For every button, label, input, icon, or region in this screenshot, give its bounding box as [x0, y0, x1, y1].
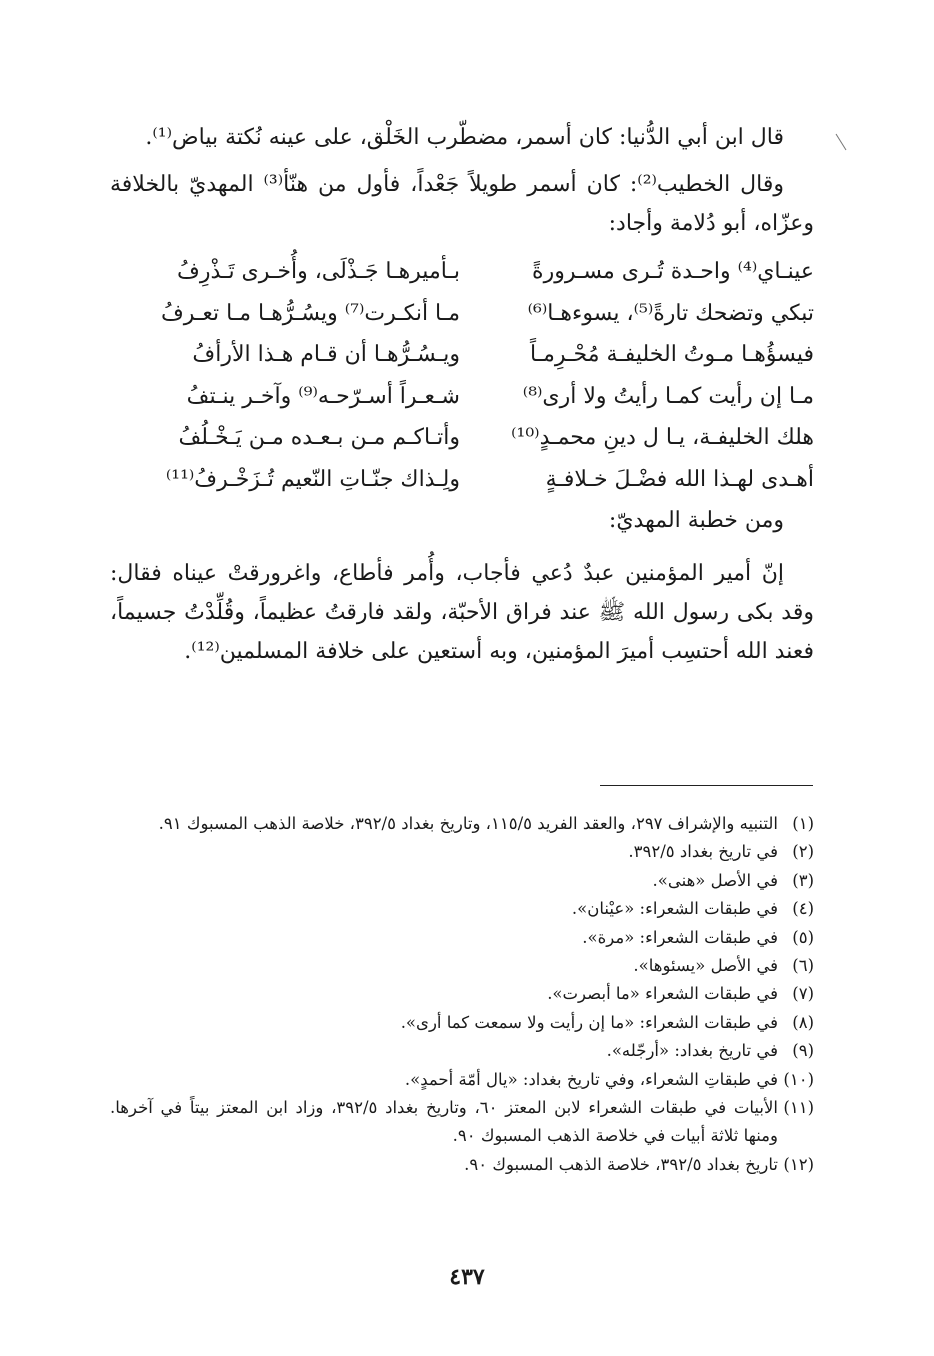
footnote-text: التنبيه والإشراف ٢٩٧، والعقد الفريد ١١٥/٥، وتاريخ بغداد ٣٩٢/٥، خلاصة الذهب المسبوك ٩١. — [158, 814, 778, 833]
footnote-number: (١١) — [783, 1098, 814, 1118]
footnote-number: (١٢) — [783, 1154, 814, 1174]
footnote-number: (٨) — [792, 1012, 814, 1032]
paragraph-1 — [110, 118, 814, 157]
paragraph-1-text: قال ابن أبي الدُّنيا: كان أسمر، مضطّرب الخَلْق، على عينه نُكتة بياض⁽¹⁾. — [145, 125, 784, 150]
paragraph-2-text: وقال الخطيب⁽²⁾: كان أسمر طويلاً جَعْداً، فأول من هنّأ⁽³⁾ المهديّ بالخلافة وعزّاه، أبو دُلامة وأجاد: — [110, 172, 814, 236]
poem-verse — [110, 334, 814, 376]
footnote-number: (٥) — [792, 927, 814, 947]
verse-first-hemistich: فيسؤُهـا مـوتُ الخليفـة مُحْـرِمـاً — [530, 342, 814, 367]
footnote — [110, 1066, 814, 1094]
poem-verse — [110, 417, 814, 459]
verse-first-hemistich: عينـاي⁽⁴⁾ واحـدة تُـرى مسـرورةً — [532, 259, 814, 284]
paragraph-3 — [110, 554, 814, 671]
verse-first-hemistich: هلك الخليفـة، يـا ل دينِ محمـدٍ⁽¹⁰⁾ — [511, 425, 814, 450]
footnote — [110, 1009, 814, 1037]
footnote-number: (٤) — [792, 899, 814, 919]
poem-verse — [110, 376, 814, 418]
footnote-number: (١) — [792, 814, 814, 833]
footnote-number: (٧) — [792, 984, 814, 1004]
verse-first-hemistich: تبكي وتضحك تارةً⁽⁵⁾، يسوءهـا⁽⁶⁾ — [527, 300, 814, 326]
footnote-number: (٦) — [792, 956, 814, 976]
main-text — [110, 118, 814, 679]
footnote — [110, 810, 814, 838]
poem-verse — [110, 459, 814, 501]
verse-second-hemistich: ولِـذاك جنّـاتِ النّعيم تُـزَخْـرفُ⁽¹¹⁾ — [165, 466, 460, 492]
footnote — [110, 1037, 814, 1065]
footnote — [110, 838, 814, 866]
footnote — [110, 1151, 814, 1179]
footnote-text: في الأصل «يسئوها». — [633, 956, 778, 976]
verse-first-hemistich: مـا إن رأيت كمـا رأيتُ ولا أرى⁽⁸⁾ — [522, 383, 814, 409]
page-number: ٤٣٧ — [449, 1264, 485, 1290]
footnote-number: (٩) — [792, 1041, 814, 1061]
footnote-number: (٢) — [792, 842, 814, 862]
paragraph-2 — [110, 165, 814, 243]
verse-second-hemistich: بـأميرهـا جَـذْلَى، وأُخـرى تَـذْرِفُ — [177, 259, 460, 284]
verse-second-hemistich: مـا أنكـرت⁽⁷⁾ ويسُـرُّهـا مـا تعـرفُ — [161, 300, 460, 326]
footnotes — [110, 810, 814, 1179]
footnote — [110, 980, 814, 1008]
paragraph-3-text: إنّ أمير المؤمنين عبدٌ دُعي فأجاب، وأُمر فأطاع، واغرورقتْ عيناه فقال: وقد بكى رسول الله ﷺ عند فراق الأحبّة، ولقد فارقتُ عظيماً، وقُلِّدْتُ جسيماً، فعند الله أحتسِب أميرَ المؤمنين، وبه أستعين على خلافة المسلمين⁽¹²⁾. — [110, 560, 814, 664]
footnote-number: (٣) — [792, 870, 814, 890]
margin-mark-icon — [834, 133, 848, 151]
footnote — [110, 867, 814, 895]
poem-tail: ومن خطبة المهديّ: — [608, 508, 784, 533]
footnote-text: في طبقات الشعراء: «مرة». — [582, 927, 778, 947]
footnote-number: (١٠) — [783, 1069, 814, 1089]
footnote-text: في طبقاتِ الشعراء، وفي تاريخ بغداد: «يال أمّة أحمدٍ». — [404, 1069, 778, 1089]
verse-first-hemistich: أهـدى لهـذا الله فضْـلَ خـلافـةٍ — [545, 466, 814, 492]
footnote-text: في الأصل «هنى». — [652, 870, 778, 890]
poem-verse — [110, 293, 814, 335]
footnote-text: في طبقات الشعراء «ما أبصرت». — [547, 984, 778, 1004]
verse-second-hemistich: ويـسُـرُّهـا أن قـام هـذا الأرأفُ — [192, 342, 460, 367]
footnote-text: في تاريخ بغداد ٣٩٢/٥. — [628, 842, 778, 862]
footnote — [110, 924, 814, 952]
footnote-text: في طبقات الشعراء: «عيْنان». — [571, 899, 778, 919]
footnote-text: تاريخ بغداد ٣٩٢/٥، خلاصة الذهب المسبوك ٩٠. — [464, 1154, 778, 1174]
poem-verse — [110, 251, 814, 293]
footnote-text: الأبيات في طبقات الشعراء لابن المعتز ٦٠، وتاريخ بغداد ٣٩٢/٥، وزاد ابن المعتز بيتاً في آخرها. ومنها ثلاثة أبيات في خلاصة الذهب المسبوك ٩٠. — [110, 1098, 778, 1146]
verse-second-hemistich: وأتـاكـم مـن بـعـده مـن يَـخْـلُفُ — [178, 425, 460, 450]
footnote — [110, 895, 814, 923]
footnote-text: في طبقات الشعراء: «ما إن رأيت ولا سمعت كما أرى». — [400, 1012, 778, 1032]
footnote-separator — [600, 785, 813, 786]
footnote — [110, 1094, 814, 1151]
footnote-text: في تاريخ بغداد: «أرجّله». — [606, 1041, 778, 1061]
poem — [110, 251, 814, 542]
footnote — [110, 952, 814, 980]
verse-second-hemistich: شـعـراً أسـرّحـه⁽⁹⁾ وآخـر ينـتفُ — [186, 383, 460, 409]
